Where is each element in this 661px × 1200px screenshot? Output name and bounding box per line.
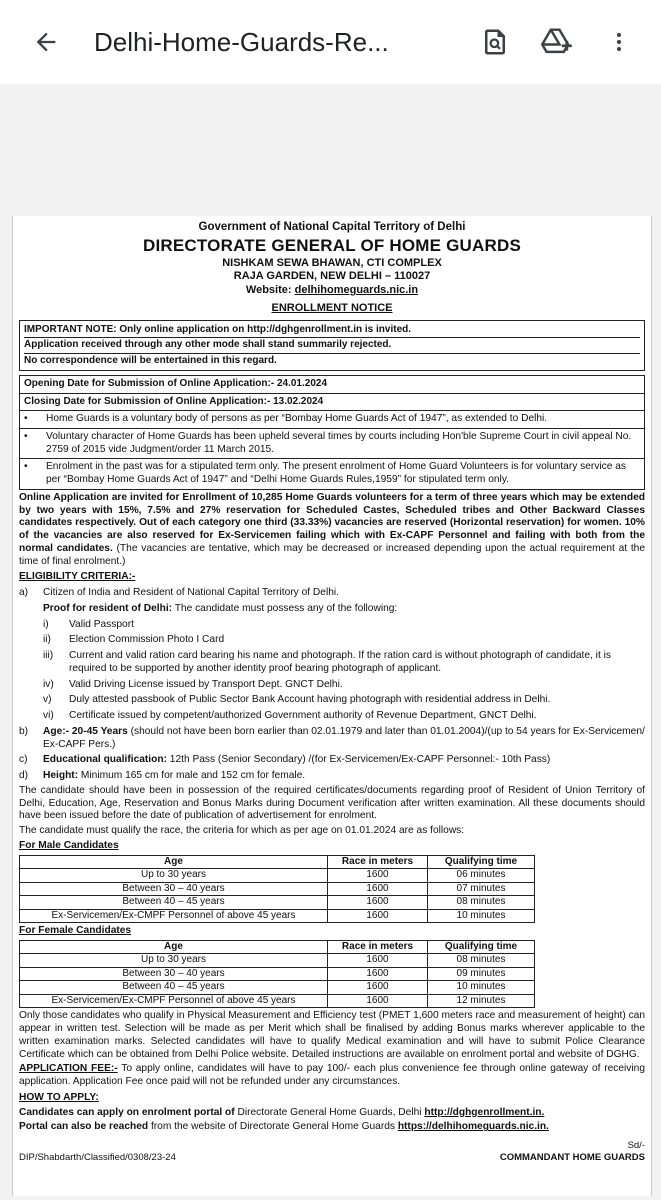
- closing-date: Closing Date for Submission of Online Application:- 13.02.2024: [20, 394, 644, 412]
- criteria-text: Citizen of India and Resident of National Capital Territory of Delhi.: [43, 587, 339, 599]
- cell: 10 minutes: [428, 909, 535, 923]
- proof-text: Valid Driving License issued by Transport Dept. GNCT Delhi.: [69, 678, 343, 690]
- table-header-row: [20, 940, 535, 954]
- commandant-signature: COMMANDANT HOME GUARDS: [499, 1152, 645, 1163]
- proof-label: iii): [43, 650, 54, 662]
- document-title: Delhi-Home-Guards-Re...: [94, 26, 389, 57]
- col-race: Race in meters: [328, 855, 428, 869]
- address-line-2: RAJA GARDEN, NEW DELHI – 110027: [233, 270, 431, 283]
- apply-mid: from the website of Directorate General Home Guards: [148, 1121, 398, 1133]
- female-table-title: For Female Candidates: [19, 925, 132, 937]
- proof-tail: The candidate must possess any of the following:: [172, 602, 398, 614]
- height-bold: Height:: [43, 770, 79, 782]
- proof-item: [43, 634, 645, 647]
- document-page: [12, 216, 652, 1196]
- gov-line: Government of National Capital Territory of Delhi: [198, 221, 466, 233]
- back-button[interactable]: [24, 20, 68, 64]
- cell: 1600: [328, 909, 428, 923]
- dates-box: [19, 375, 645, 490]
- proof-item: [43, 679, 645, 692]
- cell: 1600: [328, 882, 428, 896]
- table-row: [20, 981, 535, 995]
- apply-line-1: [19, 1107, 645, 1120]
- cell: 1600: [328, 981, 428, 995]
- reference-number: DIP/Shabdarth/Classified/0308/23-24: [19, 1152, 176, 1163]
- cell: 1600: [328, 954, 428, 968]
- bullet-item: [20, 429, 644, 460]
- education-bold: Educational qualification:: [43, 754, 167, 766]
- enrollment-link[interactable]: http://dghgenrollment.in.: [424, 1106, 545, 1118]
- cell: 1600: [328, 967, 428, 981]
- cell: Between 30 – 40 years: [20, 967, 328, 981]
- col-age: Age: [20, 940, 328, 954]
- proof-item: [43, 694, 645, 707]
- toolbar-actions: [471, 18, 643, 66]
- pmet-paragraph: Only those candidates who qualify in Physical Measurement and Efficiency test (PMET 1,600 meters race and measurement of height) can appear in written test. Selection will be made as per Merit which shall be finalised by adding Bonus marks wherever applicable to the written examination marks. Selected candidates will have to qualify Medical examination and will have to submit Police Clearance Certificate which can be obtained from Delhi Police website. Detailed instructions are available on enrolment portal and website of DGHG.: [19, 1010, 645, 1060]
- website-label: Website:: [245, 284, 295, 297]
- bullet-text: Home Guards is a voluntary body of persons as per “Bombay Home Guards Act of 1947”, as extended to Delhi.: [46, 413, 548, 425]
- cell: 08 minutes: [428, 954, 535, 968]
- important-line: No correspondence will be entertained in this regard.: [24, 354, 277, 366]
- search-in-document-button[interactable]: [471, 18, 519, 66]
- proof-item: [43, 619, 645, 632]
- back-arrow-icon: [32, 28, 60, 56]
- criteria-a: [19, 587, 645, 600]
- criteria-d: [19, 770, 645, 783]
- important-line: Application received through any other mode shall stand summarily rejected.: [24, 338, 640, 354]
- table-row: [20, 954, 535, 968]
- bullet-text: Enrolment in the past was for a stipulated term only. The present enrolment of Home Guard Volunteers is for voluntary service as per “Bombay Home Guards Act of 1947” and “Delhi Home Guards Rules,1959” for stipulated term only.: [46, 461, 627, 486]
- cell: Between 30 – 40 years: [20, 882, 328, 896]
- apply-mid: Directorate General Home Guards, Delhi: [234, 1106, 425, 1118]
- website-link: delhihomeguards.nic.in: [294, 284, 419, 297]
- col-age: Age: [20, 855, 328, 869]
- eligibility-title: ELIGIBILITY CRITERIA:-: [19, 571, 136, 583]
- website-link[interactable]: https://delhihomeguards.nic.in.: [397, 1121, 549, 1133]
- proof-label: vi): [43, 710, 54, 722]
- fee-tail: To apply online, candidates will have to pay 100/- each plus convenience fee through online gateway of receiving application. Application Fee once paid will not be refunded under any circumstances.: [19, 1063, 645, 1088]
- criteria-label: d): [19, 770, 29, 782]
- proof-item: [43, 710, 645, 723]
- bullet-icon: •: [24, 413, 28, 425]
- apply-bold: Portal can also be reached: [19, 1121, 149, 1133]
- cell: 06 minutes: [428, 869, 535, 883]
- height-tail: Minimum 165 cm for male and 152 cm for female.: [78, 770, 306, 782]
- race-paragraph: The candidate must qualify the race, the criteria for which as per age on 01.01.2024 are as follows:: [19, 825, 465, 837]
- criteria-label: c): [19, 754, 28, 766]
- table-row: [20, 994, 535, 1008]
- table-row: [20, 896, 535, 910]
- proof-label: ii): [43, 634, 51, 646]
- proof-heading: [43, 603, 645, 616]
- cell: Between 40 – 45 years: [20, 981, 328, 995]
- proof-bold: Proof for resident of Delhi:: [43, 602, 173, 614]
- document-viewer[interactable]: [0, 84, 661, 1200]
- col-time: Qualifying time: [428, 940, 535, 954]
- fee-bold: APPLICATION FEE:-: [19, 1063, 118, 1075]
- cell: 1600: [328, 994, 428, 1008]
- more-options-button[interactable]: [595, 18, 643, 66]
- cell: Ex-Servicemen/Ex-CMPF Personnel of above 45 years: [20, 994, 328, 1008]
- fee-paragraph: [19, 1063, 645, 1089]
- drive-add-icon: [541, 27, 573, 57]
- criteria-b: [19, 726, 645, 752]
- documents-paragraph: The candidate should have been in possession of the required certificates/documents regarding proof of Resident of Union Territory of Delhi, Education, Age, Reservation and Bonus Marks during Document verification after written examination. All these documents should have been issued before the date of publication of advertisement for enrolment.: [19, 784, 645, 822]
- proof-text: Certificate issued by competent/authorized Government authority of Revenue Department, GNCT Delhi.: [69, 710, 537, 722]
- letterhead: [19, 220, 645, 316]
- bullet-item: [20, 459, 644, 489]
- proof-text: Current and valid ration card bearing his name and photograph. If the ration card is without photograph of candidate, it is required to be supported by another identity proof bearing photograph of applicant.: [69, 650, 611, 674]
- add-to-drive-button[interactable]: [533, 18, 581, 66]
- directorate-title: DIRECTORATE GENERAL OF HOME GUARDS: [143, 236, 521, 256]
- apply-line-2: [19, 1121, 645, 1134]
- important-line: IMPORTANT NOTE: Only online application on http://dghgenrollment.in is invited.: [24, 323, 640, 339]
- intro-tail: (The vacancies are tentative, which may be decreased or increased depending upon the actual requirement at the time of final enrolment.): [19, 542, 645, 567]
- proof-section: [43, 603, 645, 723]
- table-header-row: [20, 855, 535, 869]
- cell: 09 minutes: [428, 967, 535, 981]
- age-bold: Age:- 20-45 Years: [43, 725, 128, 737]
- notice-title: ENROLLMENT NOTICE: [271, 301, 393, 314]
- bullet-icon: •: [24, 430, 28, 442]
- male-table-title: For Male Candidates: [19, 839, 119, 851]
- cell: 08 minutes: [428, 896, 535, 910]
- table-row: [20, 882, 535, 896]
- footer: [19, 1152, 645, 1164]
- cell: Ex-Servicemen/Ex-CMPF Personnel of above 45 years: [20, 909, 328, 923]
- app-bar: [0, 0, 661, 84]
- cell: Between 40 – 45 years: [20, 896, 328, 910]
- cell: 1600: [328, 896, 428, 910]
- table-row: [20, 967, 535, 981]
- bullet-item: [20, 411, 644, 429]
- female-race-table: [19, 940, 535, 1009]
- criteria-label: a): [19, 587, 29, 599]
- proof-text: Valid Passport: [69, 618, 134, 630]
- proof-label: i): [43, 618, 49, 630]
- signature-sd: Sd/-: [627, 1140, 645, 1152]
- intro-paragraph: [19, 492, 645, 569]
- search-document-icon: [480, 27, 510, 57]
- apply-bold: Candidates can apply on enrolment portal of: [19, 1106, 235, 1118]
- cell: Up to 30 years: [20, 869, 328, 883]
- criteria-label: b): [19, 725, 29, 737]
- bullet-text: Voluntary character of Home Guards has been upheld several times by courts including Hon'ble Supreme Court in civil appeal No. 2759 of 2015 vide Judgment/order 11 March 2015.: [46, 430, 632, 455]
- bullet-icon: •: [24, 461, 28, 473]
- proof-item: [43, 650, 645, 676]
- criteria-c: [19, 754, 645, 767]
- proof-text: Duly attested passbook of Public Sector Bank Account having photograph with residential address in Delhi.: [69, 694, 551, 706]
- cell: 07 minutes: [428, 882, 535, 896]
- col-race: Race in meters: [328, 940, 428, 954]
- col-time: Qualifying time: [428, 855, 535, 869]
- opening-date: Opening Date for Submission of Online Application:- 24.01.2024: [20, 376, 644, 394]
- important-note-box: [19, 320, 645, 372]
- cell: 1600: [328, 869, 428, 883]
- proof-text: Election Commission Photo I Card: [69, 634, 225, 646]
- website-line: [19, 284, 645, 298]
- age-tail: (should not have been born earlier than 02.01.1979 and later than 01.01.2004)/(up to 54 years for Ex-Servicemen/ Ex-CAPF Pers.): [43, 725, 645, 750]
- intro-bold: Online Application are invited for Enrollment of 10,285 Home Guards volunteers for a term of three years which may be extended by two years with 15%, 7.5% and 27% reservation for Scheduled Castes, Scheduled tribes and Other Backward Classes candidates respectively. Out of each category one third (33.33%) vacancies are reserved (Horizontal reservation) for women. 10% of the vacancies are also reserved for Ex-Servicemen failing which with Ex-CAPF Personnel and failing with both from the normal candidates.: [19, 491, 645, 554]
- address-line-1: NISHKAM SEWA BHAWAN, CTI COMPLEX: [222, 256, 442, 269]
- more-vert-icon: [607, 28, 631, 56]
- how-to-apply-title: HOW TO APPLY:: [19, 1091, 99, 1103]
- cell: Up to 30 years: [20, 954, 328, 968]
- male-race-table: [19, 855, 535, 924]
- proof-label: iv): [43, 678, 54, 690]
- proof-label: v): [43, 694, 52, 706]
- education-tail: 12th Pass (Senior Secondary) /(for Ex-Servicemen/Ex-CAPF Personnel:- 10th Pass): [166, 754, 551, 766]
- table-row: [20, 869, 535, 883]
- cell: 12 minutes: [428, 994, 535, 1008]
- table-row: [20, 909, 535, 923]
- cell: 10 minutes: [428, 981, 535, 995]
